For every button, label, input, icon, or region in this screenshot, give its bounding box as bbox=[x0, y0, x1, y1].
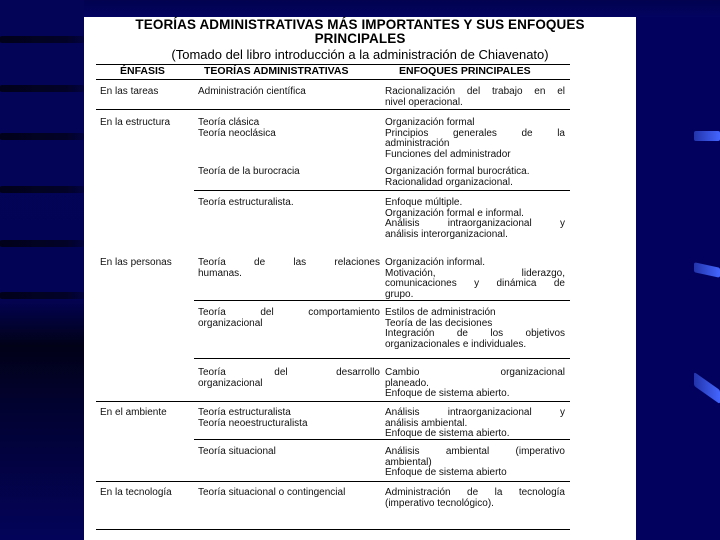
slide-title-line1: TEORÍAS ADMINISTRATIVAS MÁS IMPORTANTES Y SUS ENFOQUES bbox=[135, 17, 585, 32]
decorative-accent bbox=[694, 131, 720, 141]
decorative-stripe bbox=[0, 85, 84, 92]
cell-enfasis: En la tecnología bbox=[100, 487, 172, 498]
row-rule bbox=[194, 300, 570, 301]
decorative-stripe bbox=[0, 240, 84, 247]
cell-enfoque: Análisis intraorganizacional y análisis ambiental. Enfoque de sistema abierto. bbox=[385, 407, 565, 439]
cell-teoria: Administración científica bbox=[198, 86, 306, 97]
header-enfoques: ENFOQUES PRINCIPALES bbox=[399, 65, 531, 77]
background-left-band bbox=[0, 0, 84, 540]
row-rule bbox=[96, 401, 570, 402]
cell-enfoque: Organización formal Principios generales de la administración Funciones del administrador bbox=[385, 117, 565, 160]
table-bottom-rule bbox=[96, 529, 570, 530]
row-rule bbox=[96, 481, 570, 482]
slide-subtitle: (Tomado del libro introducción a la administración de Chiavenato) bbox=[171, 47, 549, 62]
cell-teoria: Teoría de las relaciones humanas. bbox=[198, 257, 380, 279]
cell-enfoque: Enfoque múltiple. Organización formal e informal. Análisis intraorganizacional y análisis interorganizacional. bbox=[385, 197, 565, 240]
cell-teoria: Teoría clásica Teoría neoclásica bbox=[198, 117, 276, 139]
header-enfasis: ÉNFASIS bbox=[120, 65, 165, 77]
cell-enfasis: En las tareas bbox=[100, 86, 159, 97]
cell-teoria: Teoría situacional bbox=[198, 446, 276, 457]
cell-teoria: Teoría de la burocracia bbox=[198, 166, 300, 177]
background-top-band bbox=[0, 0, 720, 17]
decorative-accent bbox=[694, 262, 720, 278]
header-bottom-rule bbox=[96, 79, 570, 80]
row-rule bbox=[96, 109, 570, 110]
cell-teoria: Teoría del comportamiento organizacional bbox=[198, 307, 380, 329]
decorative-stripe bbox=[0, 36, 84, 43]
cell-enfoque: Administración de la tecnología (imperativo tecnológico). bbox=[385, 487, 565, 509]
cell-teoria: Teoría estructuralista Teoría neoestructuralista bbox=[198, 407, 308, 429]
row-rule bbox=[194, 190, 570, 191]
cell-enfoque: Organización informal. Motivación, liderazgo, comunicaciones y dinámica de grupo. bbox=[385, 257, 565, 300]
row-rule bbox=[194, 439, 570, 440]
slide-panel bbox=[84, 17, 636, 540]
header-teorias: TEORÍAS ADMINISTRATIVAS bbox=[204, 65, 349, 77]
decorative-accent bbox=[694, 372, 720, 404]
cell-enfoque: Organización formal burocrática. Racionalidad organizacional. bbox=[385, 166, 530, 188]
cell-enfoque: Racionalización del trabajo en el nivel operacional. bbox=[385, 86, 565, 108]
cell-enfoque: Análisis ambiental (imperativo ambiental) Enfoque de sistema abierto bbox=[385, 446, 565, 478]
row-rule bbox=[194, 358, 570, 359]
cell-teoria: Teoría estructuralista. bbox=[198, 197, 294, 208]
cell-enfasis: En la estructura bbox=[100, 117, 171, 128]
cell-teoria: Teoría situacional o contingencial bbox=[198, 487, 346, 498]
cell-enfoque: Estilos de administración Teoría de las decisiones Integración de los objetivos organizacionales e individuales. bbox=[385, 307, 565, 350]
cell-enfoque: Cambio organizacional planeado. Enfoque de sistema abierto. bbox=[385, 367, 565, 399]
decorative-stripe bbox=[0, 186, 84, 193]
decorative-stripe bbox=[0, 133, 84, 140]
cell-teoria: Teoría del desarrollo organizacional bbox=[198, 367, 380, 389]
cell-enfasis: En las personas bbox=[100, 257, 172, 268]
cell-enfasis: En el ambiente bbox=[100, 407, 167, 418]
decorative-stripe bbox=[0, 292, 84, 299]
slide-title-line2: PRINCIPALES bbox=[314, 31, 406, 46]
